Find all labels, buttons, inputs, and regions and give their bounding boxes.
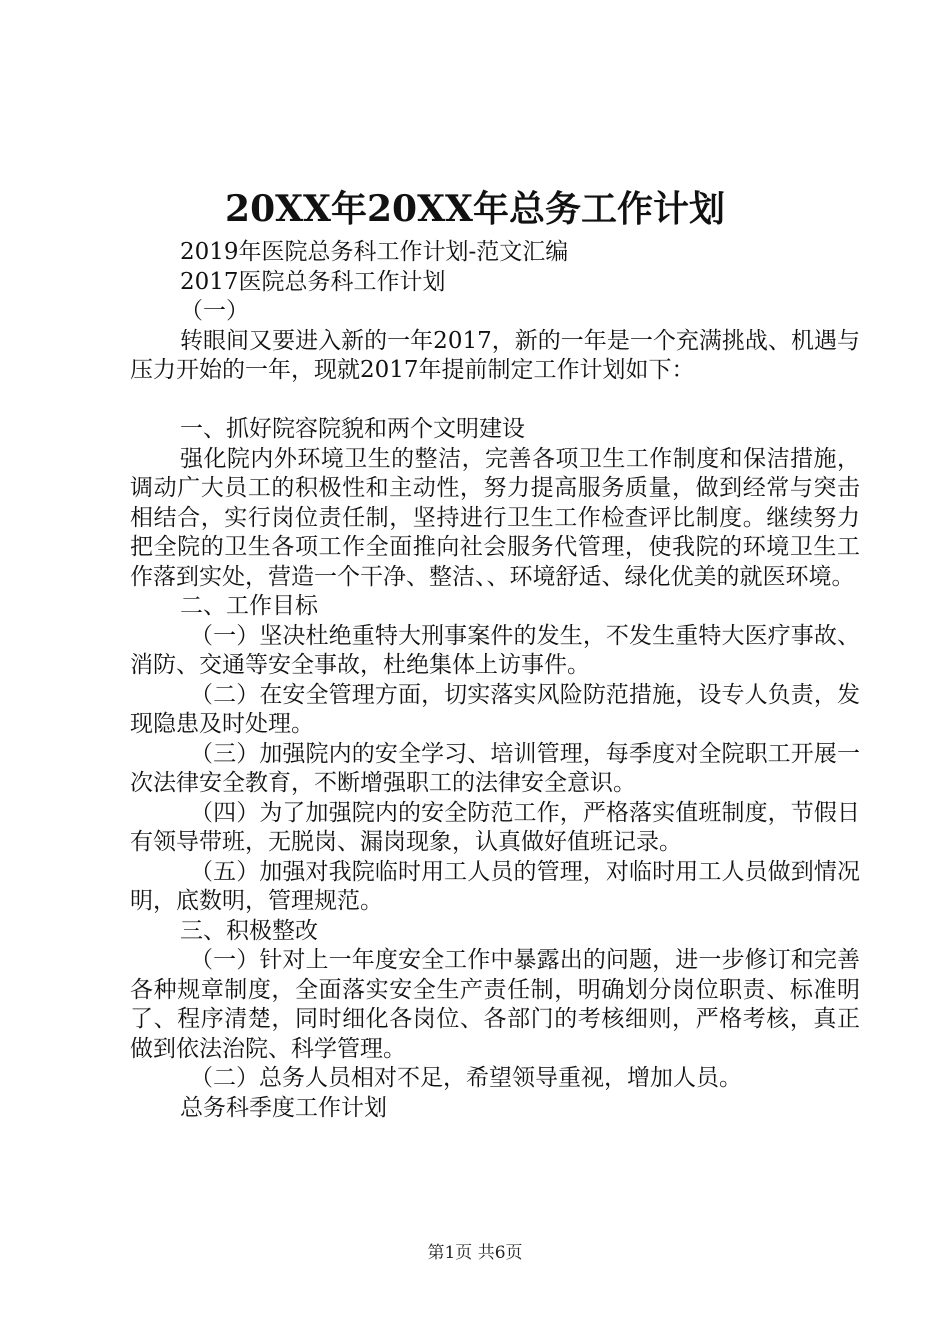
- paragraph-section-marker: （一）: [180, 298, 249, 324]
- page-number-footer: 第1页 共6页: [427, 1243, 523, 1263]
- paragraph-goal-3: （三）加强院内的安全学习、培训管理，每季度对全院职工开展一次法律安全教育，不断增强职工的法律安全意识。: [130, 740, 860, 796]
- blank-line: [130, 386, 860, 416]
- paragraph-subtitle-2: 2017医院总务科工作计划: [180, 268, 446, 295]
- heading-section-1: 一、抓好院容院貌和两个文明建设: [180, 416, 525, 442]
- heading-section-2: 二、工作目标: [180, 593, 318, 619]
- document-title: 20XX年20XX年总务工作计划: [225, 188, 725, 230]
- paragraph-intro: 转眼间又要进入新的一年2017，新的一年是一个充满挑战、机遇与压力开始的一年，现就2017年提前制定工作计划如下：: [130, 327, 860, 383]
- paragraph-section-1-body: 强化院内外环境卫生的整洁，完善各项卫生工作制度和保洁措施，调动广大员工的积极性和主动性，努力提高服务质量，做到经常与突击相结合，实行岗位责任制，坚持进行卫生工作检查评比制度。继续努力把全院的卫生各项工作全面推向社会服务代管理，使我院的环境卫生工作落到实处，营造一个干净、整洁、、环境舒适、绿化优美的就医环境。: [130, 445, 860, 590]
- heading-section-3: 三、积极整改: [180, 917, 318, 944]
- paragraph-goal-1: （一）坚决杜绝重特大刑事案件的发生，不发生重特大医疗事故、消防、交通等安全事故，杜绝集体上访事件。: [130, 622, 860, 678]
- paragraph-goal-2: （二）在安全管理方面，切实落实风险防范措施，设专人负责，发现隐患及时处理。: [130, 681, 860, 737]
- paragraph-goal-5: （五）加强对我院临时用工人员的管理，对临时用工人员做到情况明，底数明，管理规范。: [130, 858, 860, 914]
- paragraph-subtitle-1: 2019年医院总务科工作计划-范文汇编: [180, 239, 569, 265]
- paragraph-rectify-1: （一）针对上一年度安全工作中暴露出的问题，进一步修订和完善各种规章制度，全面落实安全生产责任制，明确划分岗位职责、标准明了、程序清楚，同时细化各岗位、各部门的考核细则，严格考核，真正做到依法治院、科学管理。: [130, 947, 860, 1062]
- paragraph-rectify-2: （二）总务人员相对不足，希望领导重视，增加人员。: [190, 1065, 742, 1091]
- paragraph-closing-heading: 总务科季度工作计划: [180, 1094, 387, 1121]
- paragraph-goal-4: （四）为了加强院内的安全防范工作，严格落实值班制度，节假日有领导带班，无脱岗、漏岗现象，认真做好值班记录。: [130, 799, 860, 855]
- document-body: [130, 238, 860, 1123]
